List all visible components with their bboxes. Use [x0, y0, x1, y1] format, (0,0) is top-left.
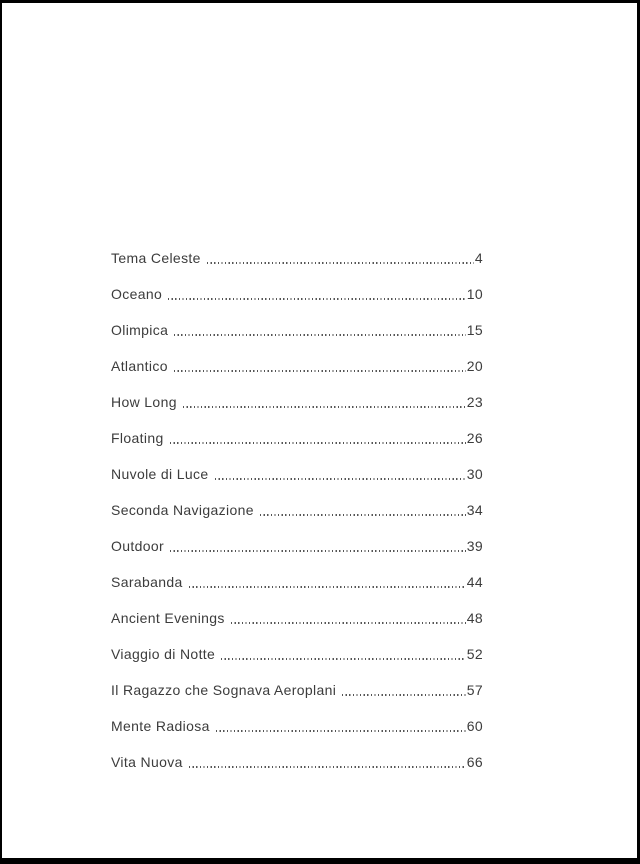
toc-entry-page-number: 66 — [466, 754, 483, 770]
toc-entry-page-number: 20 — [466, 358, 483, 374]
toc-entry-title: Atlantico — [111, 358, 168, 374]
toc-entry-title: Sarabanda — [111, 574, 183, 590]
toc-entry — [111, 672, 483, 708]
toc-entry — [111, 384, 483, 420]
toc-entry-title: Olimpica — [111, 322, 169, 338]
toc-entry — [111, 636, 483, 672]
toc-entry-page-number: 44 — [466, 574, 483, 590]
toc-entry-page-number: 60 — [466, 718, 483, 734]
toc-entry — [111, 564, 483, 600]
toc-entry-title: Il Ragazzo che Sognava Aeroplani — [111, 682, 337, 698]
toc-entry-title: Floating — [111, 430, 164, 446]
toc-entry-page-number: 15 — [466, 322, 483, 338]
toc-entry-title: How Long — [111, 394, 177, 410]
toc-entry-title: Mente Radiosa — [111, 718, 210, 734]
dot-leader — [189, 586, 466, 587]
toc-entry — [111, 528, 483, 564]
toc-entry-title: Nuvole di Luce — [111, 466, 209, 482]
dot-leader — [189, 766, 466, 767]
dot-leader — [260, 514, 466, 515]
dot-leader — [174, 370, 466, 371]
toc-entry-page-number: 57 — [466, 682, 483, 698]
dot-leader — [170, 550, 466, 551]
toc-entry-title: Oceano — [111, 286, 163, 302]
dot-leader — [170, 442, 466, 443]
toc-entry — [111, 456, 483, 492]
toc-entry-title: Vita Nuova — [111, 754, 183, 770]
toc-entry — [111, 240, 483, 276]
toc-entry — [111, 744, 483, 780]
toc-entry — [111, 492, 483, 528]
toc-entry-page-number: 34 — [466, 502, 483, 518]
toc-entry-page-number: 26 — [466, 430, 483, 446]
toc-entry-page-number: 48 — [466, 610, 483, 626]
dot-leader — [183, 406, 466, 407]
dot-leader — [221, 658, 466, 659]
toc-entry-page-number: 10 — [466, 286, 483, 302]
toc-entry-title: Ancient Evenings — [111, 610, 225, 626]
toc-entry-page-number: 52 — [466, 646, 483, 662]
toc-entry — [111, 276, 483, 312]
toc-entry — [111, 600, 483, 636]
toc-entry — [111, 312, 483, 348]
toc-entry-page-number: 39 — [466, 538, 483, 554]
toc-entry-title: Tema Celeste — [111, 250, 201, 266]
page — [2, 3, 637, 858]
toc-entry-title: Outdoor — [111, 538, 165, 554]
table-of-contents — [111, 240, 483, 780]
dot-leader — [342, 694, 465, 695]
dot-leader — [168, 298, 466, 299]
toc-entry — [111, 420, 483, 456]
toc-entry-page-number: 23 — [466, 394, 483, 410]
toc-entry — [111, 708, 483, 744]
dot-leader — [207, 262, 474, 263]
toc-entry-page-number: 30 — [466, 466, 483, 482]
dot-leader — [216, 730, 466, 731]
dot-leader — [174, 334, 465, 335]
dot-leader — [231, 622, 466, 623]
dot-leader — [215, 478, 466, 479]
toc-entry-title: Seconda Navigazione — [111, 502, 254, 518]
toc-entry-page-number: 4 — [474, 250, 483, 266]
toc-entry — [111, 348, 483, 384]
toc-entry-title: Viaggio di Notte — [111, 646, 216, 662]
